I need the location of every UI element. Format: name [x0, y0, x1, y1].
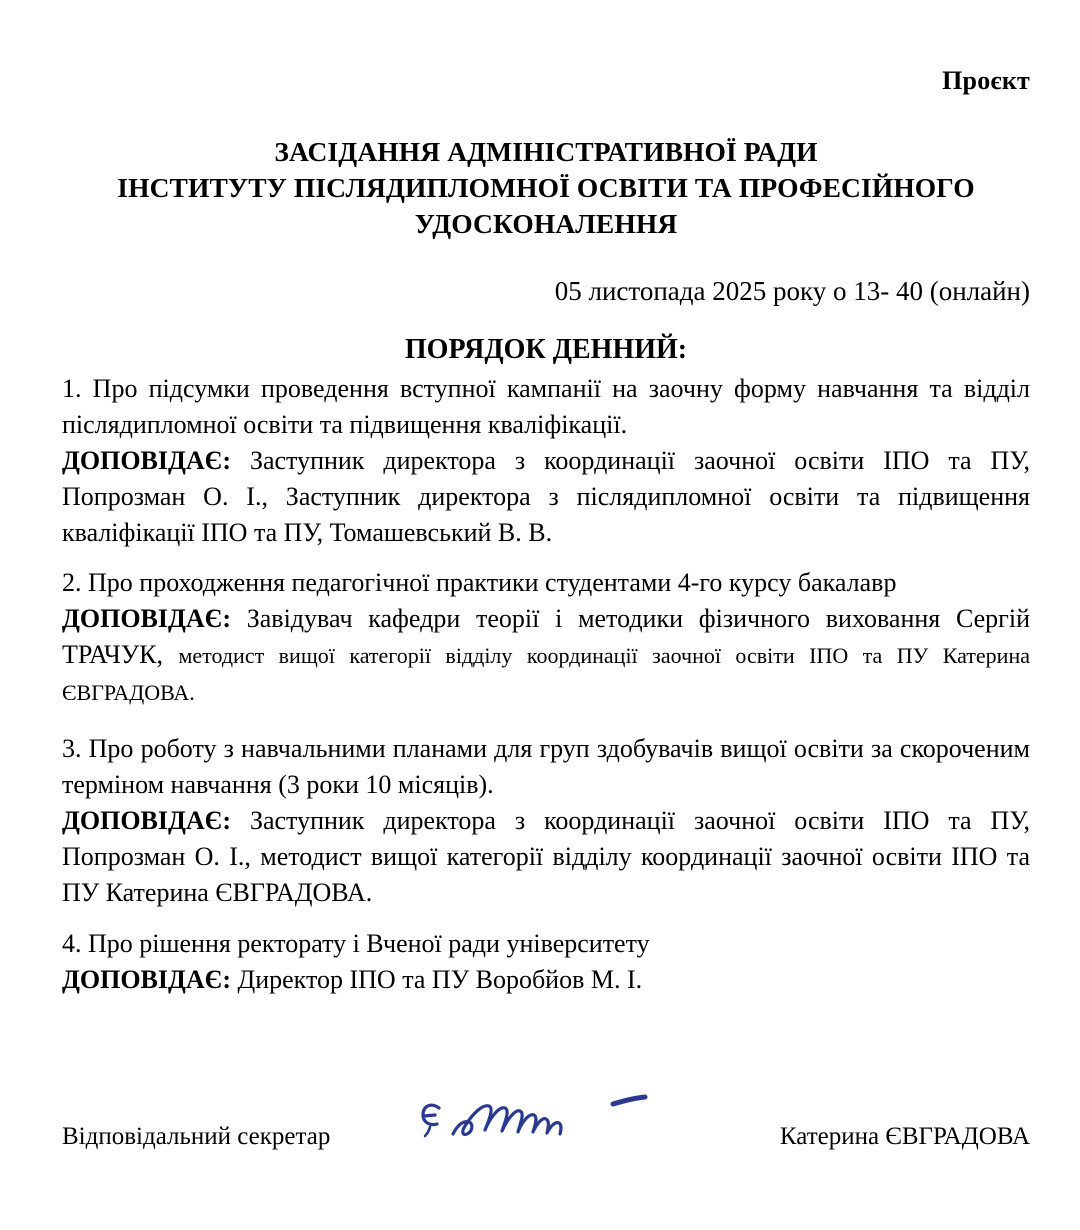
agenda-item-2-speaker-text-secondary: методист вищої категорії відділу координації заочної освіти ІПО та ПУ Катерина ЄВГРАДОВА.	[62, 643, 1030, 705]
document-title-line-3: УДОСКОНАЛЕННЯ	[414, 208, 678, 239]
draft-marker: Проєкт	[942, 66, 1030, 95]
agenda-item-1-speaker	[62, 443, 1030, 551]
agenda-item-3-speaker	[62, 803, 1030, 911]
agenda-item-4-subject: 4. Про рішення ректорату і Вченої ради університету	[62, 929, 650, 958]
agenda-item-3-subject: 3. Про роботу з навчальними планами для груп здобувачів вищої освіти за скороченим терміном навчання (3 роки 10 місяців).	[62, 734, 1030, 799]
meeting-date-line: 05 листопада 2025 року о 13- 40 (онлайн)	[554, 276, 1030, 306]
agenda-item-3	[62, 731, 1030, 911]
agenda-item-2-speaker	[62, 601, 1030, 711]
agenda-item-1-speaker-text: Заступник директора з координації заочної освіти ІПО та ПУ, Попрозман О. І., Заступник директора з післядипломної освіти та підвищення кваліфікації ІПО та ПУ, Томашевський В. В.	[62, 446, 1030, 547]
document-title	[62, 134, 1030, 242]
agenda-item-4-speaker-text: Директор ІПО та ПУ Воробйов М. І.	[230, 965, 643, 994]
agenda-item-4-speaker	[62, 962, 1030, 998]
agenda-item-2-subject: 2. Про проходження педагогічної практики студентами 4-го курсу бакалавр	[62, 568, 897, 597]
document-title-line-1: ЗАСІДАННЯ АДМІНІСТРАТИВНОЇ РАДИ	[274, 136, 818, 167]
handwritten-signature-icon	[417, 1082, 697, 1162]
agenda-item-1-speaker-label: ДОПОВІДАЄ:	[62, 446, 231, 475]
signature-role-label: Відповідальний секретар	[62, 1123, 331, 1150]
agenda-heading: ПОРЯДОК ДЕННИЙ:	[404, 334, 688, 365]
signature-block	[62, 1120, 1030, 1166]
agenda-item-4	[62, 926, 1030, 998]
agenda-item-1	[62, 371, 1030, 551]
document-title-line-2: ІНСТИТУТУ ПІСЛЯДИПЛОМНОЇ ОСВІТИ ТА ПРОФЕСІЙНОГО	[117, 172, 975, 203]
agenda-item-2-speaker-text: Завідувач кафедри теорії і методики фізичного виховання Сергій ТРАЧУК,	[62, 604, 1030, 669]
agenda-item-1-subject: 1. Про підсумки проведення вступної кампанії на заочну форму навчання та відділ післядипломної освіти та підвищення кваліфікації.	[62, 374, 1030, 439]
signature-person-name: Катерина ЄВГРАДОВА	[779, 1123, 1030, 1150]
agenda-item-3-speaker-text: Заступник директора з координації заочної освіти ІПО та ПУ, Попрозман О. І., методист вищої категорії відділу координації заочної освіти ІПО та ПУ Катерина ЄВГРАДОВА.	[62, 806, 1030, 907]
agenda-item-3-speaker-label: ДОПОВІДАЄ:	[62, 806, 231, 835]
agenda-item-2	[62, 565, 1030, 711]
agenda-item-4-speaker-label: ДОПОВІДАЄ:	[62, 965, 231, 994]
agenda-item-2-speaker-label: ДОПОВІДАЄ:	[62, 604, 231, 633]
